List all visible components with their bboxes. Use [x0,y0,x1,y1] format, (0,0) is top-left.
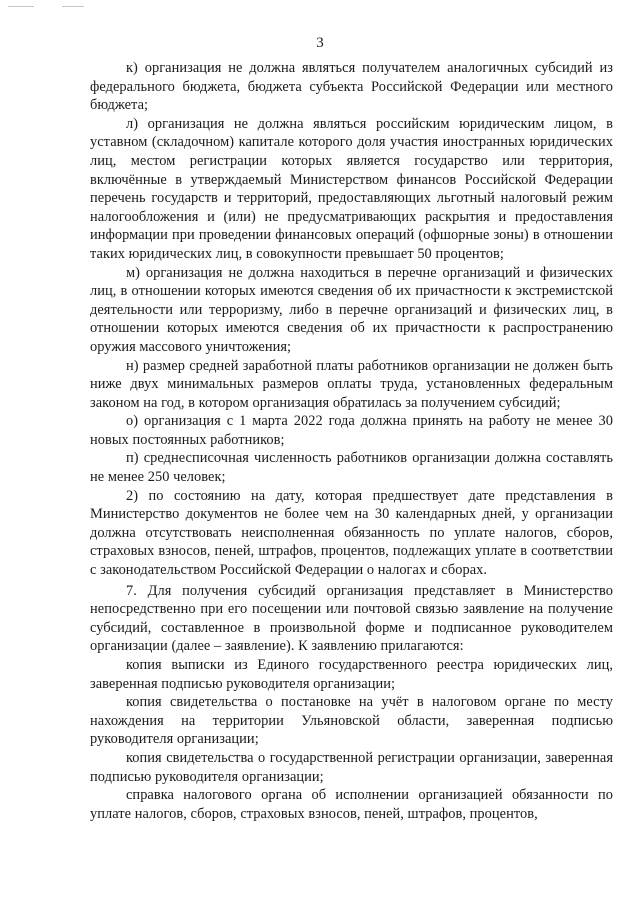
paragraph-clause-o: о) организация с 1 марта 2022 года должна принять на работу не менее 30 новых постоянных работников; [90,413,613,448]
paragraph-clause-l: л) организация не должна являться российским юридическим лицом, в уставном (складочном) капитале которого доля участия иностранных юридических лиц, местом регистрации которых является государство или территория, включённые в утверждаемый Министерством финансов Российской Федерации перечень государств и территорий, предоставляющих льготный налоговый режим налогообложения и (или) не предусматривающих раскрытия и предоставления информации при проведении финансовых операций (офшорные зоны) в отношении таких юридических лиц, в совокупности превышает 50 процентов; [90,115,613,262]
paragraph-attachment-tax-certificate: справка налогового органа об исполнении организацией обязанности по уплате налогов, сборов, страховых взносов, пеней, штрафов, процентов, [90,787,613,822]
paragraph-clause-p: п) среднесписочная численность работников организации должна составлять не менее 250 человек; [90,450,613,486]
paragraph-section-7: 7. Для получения субсидий организация представляет в Министерство непосредственно при его посещении или почтовой связью заявление на получение субсидий, составленное в произвольной форме и подписанное руководителем организации (далее – заявление). К заявлению прилагаются: [90,582,613,655]
paragraph-clause-m: м) организация не должна находиться в перечне организаций и физических лиц, в отношении которых имеются сведения об их причастности к экстремистской деятельности или терроризму, либо в перечне организаций и физических лиц, в отношении которых имеются сведения об их причастности к распространению оружия массового уничтожения; [90,264,613,355]
paragraph-attachment-state-registration-copy: копия свидетельства о государственной регистрации организации, заверенная подписью руководителя организации; [90,749,613,785]
scan-artifact-mark [8,6,34,7]
page-number: 3 [316,35,324,51]
paragraph-attachment-egrul-copy: копия выписки из Единого государственного реестра юридических лиц, заверенная подписью руководителя организации; [90,657,613,692]
paragraph-attachment-tax-registration-copy: копия свидетельства о постановке на учёт в налоговом органе по месту нахождения на территории Ульяновской области, заверенная подписью руководителя организации; [90,694,613,748]
paragraph-clause-n: н) размер средней заработной платы работников организации не должен быть ниже двух минимальных размеров оплаты труда, установленных федеральным законом на год, в котором организация обратилась за получением субсидий; [90,357,613,411]
document-body [90,59,613,823]
scan-artifact-mark [62,6,84,7]
paragraph-clause-k: к) организация не должна являться получателем аналогичных субсидий из федерального бюджета, бюджета субъекта Российской Федерации или местного бюджета; [90,60,613,114]
paragraph-item-2: 2) по состоянию на дату, которая предшествует дате представления в Министерство документов не более чем на 30 календарных дней, у организации должна отсутствовать неисполненная обязанность по уплате налогов, сборов, страховых взносов, пеней, штрафов, процентов, подлежащих уплате в соответствии с законодательством Российской Федерации о налогах и сборах. [90,487,613,579]
